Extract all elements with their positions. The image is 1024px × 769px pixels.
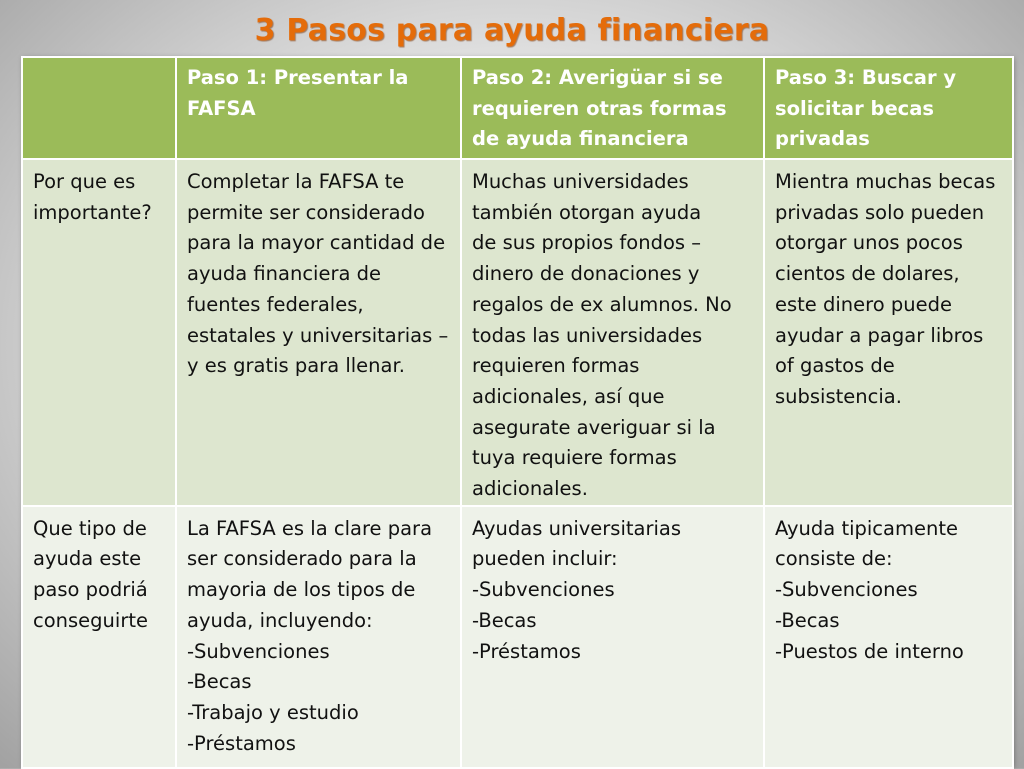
table-row	[22, 159, 1013, 506]
table-row	[22, 506, 1013, 768]
table-cell: La FAFSA es la clare para ser considerado para la mayoria de los tipos de ayuda, incluyendo: -Subvenciones -Becas -Trabajo y estudio -Préstamos	[176, 506, 461, 768]
steps-table	[21, 56, 1014, 769]
header-cell-step-2: Paso 2: Averigüar si se requieren otras formas de ayuda financiera	[461, 57, 764, 159]
row-label-importance: Por que es importante?	[22, 159, 176, 506]
financial-aid-table	[21, 56, 1012, 766]
header-cell-step-1: Paso 1: Presentar la FAFSA	[176, 57, 461, 159]
table-cell: Ayuda tipicamente consiste de: -Subvenciones -Becas -Puestos de interno	[764, 506, 1013, 768]
table-cell: Muchas universidades también otorgan ayuda de sus propios fondos – dinero de donaciones y regalos de ex alumnos. No todas las universidades requieren formas adicionales, así que asegurate averiguar si la tuya requiere formas adicionales.	[461, 159, 764, 506]
header-cell-step-3: Paso 3: Buscar y solicitar becas privadas	[764, 57, 1013, 159]
table-header-row	[22, 57, 1013, 159]
table-cell: Ayudas universitarias pueden incluir: -Subvenciones -Becas -Préstamos	[461, 506, 764, 768]
header-cell-corner	[22, 57, 176, 159]
table-cell: Completar la FAFSA te permite ser considerado para la mayor cantidad de ayuda financiera de fuentes federales, estatales y universitarias – y es gratis para llenar.	[176, 159, 461, 506]
row-label-aid-type: Que tipo de ayuda este paso podriá conseguirte	[22, 506, 176, 768]
slide-title: 3 Pasos para ayuda financiera	[254, 13, 770, 48]
table-cell: Mientra muchas becas privadas solo pueden otorgar unos pocos cientos de dolares, este dinero puede ayudar a pagar libros of gastos de subsistencia.	[764, 159, 1013, 506]
